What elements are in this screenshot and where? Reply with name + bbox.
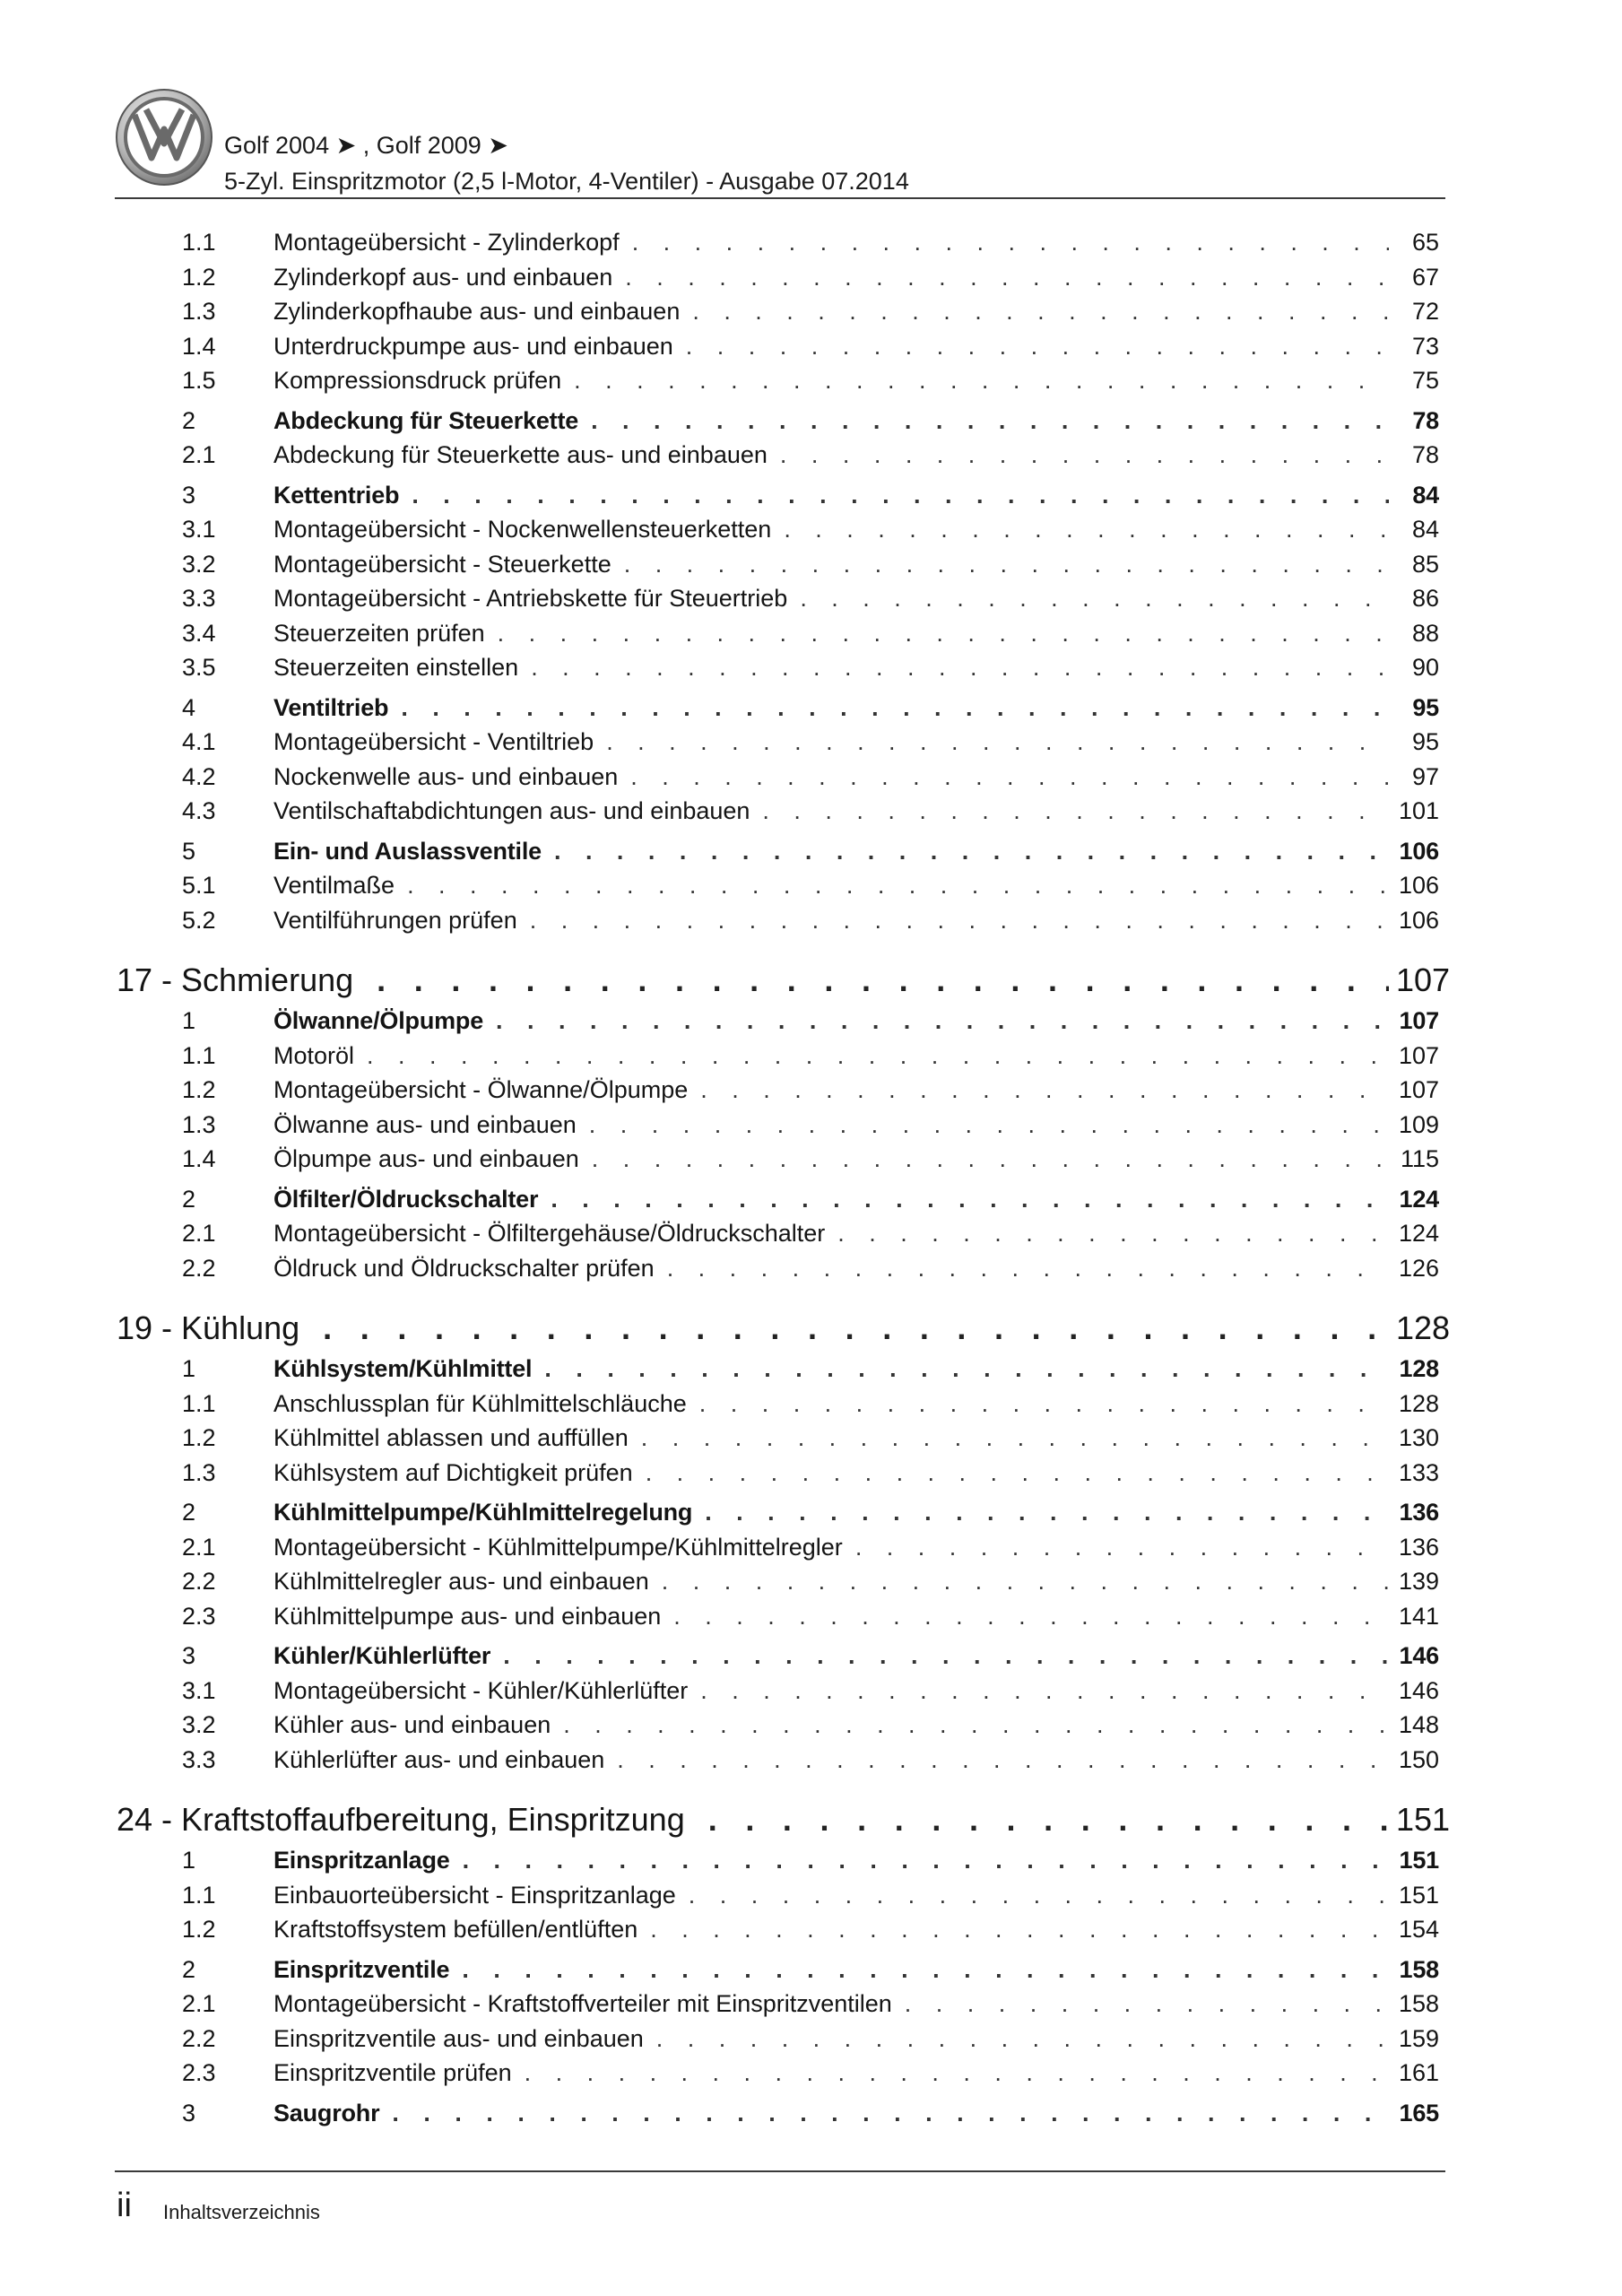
toc-entry-page: 151 [1396,1801,1451,1838]
toc-entry-title: Zylinderkopfhaube aus- und einbauen [273,298,681,325]
toc-entry-title: Kettentrieb [273,481,400,509]
toc-subsection-entry[interactable] [117,872,1439,907]
toc-subsection-entry[interactable] [117,728,1439,763]
toc-entry-number: 1.2 [182,263,216,291]
toc-entry-title: Anschlussplan für Kühlmittelschläuche [273,1389,687,1417]
toc-entry-number: 3.2 [182,1711,216,1738]
toc-entry-title: Einspritzventile aus- und einbauen [273,2024,644,2052]
toc-subsection-entry[interactable] [117,620,1439,655]
toc-entry-page: 95 [1411,728,1439,755]
toc-leader-dots [462,1956,1389,1984]
toc-leader-dots [407,872,1389,900]
toc-entry-title: 17 - Schmierung [117,961,354,998]
toc-entry-number: 4.2 [182,762,216,790]
toc-entry-page: 78 [1411,441,1439,468]
toc-leader-dots [412,482,1389,509]
toc-entry-page: 136 [1398,1533,1439,1561]
toc-entry-title: Saugrohr [273,2099,380,2126]
toc-entry-title: Kühler aus- und einbauen [273,1711,551,1738]
toc-entry-number: 4.1 [182,728,216,755]
toc-entry-title: Einbauorteübersicht - Einspritzanlage [273,1881,676,1909]
toc-entry-page: 148 [1398,1711,1439,1738]
toc-entry-number: 3 [182,1642,196,1669]
toc-subsection-entry[interactable] [117,1424,1439,1459]
toc-entry-number: 2.3 [182,2059,216,2086]
toc-entry-page: 146 [1399,1642,1439,1669]
toc-subsection-entry[interactable] [117,2025,1439,2060]
header-vehicle-line: Golf 2004 ➤ , Golf 2009 ➤ [224,132,508,159]
toc-leader-dots [662,1568,1389,1596]
toc-subsection-entry[interactable] [117,441,1439,476]
toc-leader-dots [377,961,1389,999]
toc-entry-title: Ventiltrieb [273,693,389,721]
toc-leader-dots [624,551,1389,578]
toc-subsection-entry[interactable] [117,1603,1439,1638]
toc-entry-page: 128 [1398,1389,1439,1417]
toc-section-entry[interactable] [117,1956,1439,1991]
toc-entry-number: 2.1 [182,1533,216,1561]
toc-leader-dots [780,441,1389,469]
toc-entry-page: 159 [1398,2024,1439,2052]
toc-entry-title: Montageübersicht - Kühlmittelpumpe/Kühlmittelregler [273,1533,843,1561]
toc-entry-title: Kühlerlüfter aus- und einbauen [273,1745,605,1773]
toc-leader-dots [574,367,1389,395]
toc-chapter-entry[interactable] [117,1301,1451,1355]
toc-entry-number: 4 [182,693,196,721]
toc-entry-title: Ein- und Auslassventile [273,837,542,865]
footer-page-number: ii [117,2187,132,2224]
toc-entry-title: Ventilführungen prüfen [273,906,517,934]
toc-entry-title: Montageübersicht - Ventiltrieb [273,728,594,755]
toc-entry-number: 1.3 [182,1458,216,1486]
toc-entry-number: 3.3 [182,585,216,612]
toc-leader-dots [800,585,1389,613]
toc-entry-title: Zylinderkopf aus- und einbauen [273,263,613,291]
toc-entry-page: 95 [1412,693,1439,721]
toc-entry-title: Kühlmittelregler aus- und einbauen [273,1568,649,1595]
toc-entry-number: 2.1 [182,1220,216,1247]
toc-entry-number: 1.3 [182,298,216,325]
toc-section-entry[interactable] [117,2100,1439,2135]
toc-entry-number: 2.2 [182,2024,216,2052]
toc-subsection-entry[interactable] [117,1990,1439,2025]
toc-entry-title: Montageübersicht - Ölfiltergehäuse/Öldruckschalter [273,1220,826,1247]
toc-entry-page: 124 [1399,1185,1439,1213]
toc-subsection-entry[interactable] [117,1677,1439,1712]
toc-entry-number: 5.1 [182,872,216,899]
toc-entry-title: Motoröl [273,1041,355,1069]
toc-entry-page: 106 [1398,906,1439,934]
toc-subsection-entry[interactable] [117,797,1439,832]
toc-leader-dots [630,763,1389,791]
toc-entry-title: Kühlmittel ablassen und auffüllen [273,1424,629,1451]
toc-entry-number: 1.1 [182,1389,216,1417]
toc-entry-number: 1 [182,1847,196,1874]
toc-section-entry[interactable] [117,1186,1439,1221]
toc-entry-title: Kraftstoffsystem befüllen/entlüften [273,1916,638,1943]
toc-entry-title: Montageübersicht - Nockenwellensteuerketten [273,516,772,543]
toc-entry-title: Unterdruckpumpe aus- und einbauen [273,332,673,360]
toc-entry-title: Abdeckung für Steuerkette aus- und einbauen [273,441,768,468]
toc-leader-dots [617,1746,1389,1774]
toc-leader-dots [700,1677,1389,1705]
toc-entry-page: 65 [1411,229,1439,256]
toc-entry-number: 2 [182,1185,196,1213]
toc-leader-dots [592,1145,1389,1173]
toc-entry-page: 72 [1411,298,1439,325]
toc-entry-number: 3.1 [182,516,216,543]
toc-entry-number: 2.2 [182,1254,216,1282]
toc-leader-dots [606,728,1389,756]
toc-subsection-entry[interactable] [117,585,1439,620]
toc-leader-dots [563,1711,1389,1739]
toc-entry-number: 2.3 [182,1602,216,1630]
toc-entry-page: 151 [1398,1881,1439,1909]
toc-entry-page: 136 [1399,1499,1439,1526]
toc-entry-page: 88 [1411,619,1439,647]
toc-entry-number: 3.3 [182,1745,216,1773]
toc-leader-dots [708,1801,1389,1839]
toc-leader-dots [544,1355,1389,1383]
toc-subsection-entry[interactable] [117,1746,1439,1781]
toc-entry-title: Öldruck und Öldruckschalter prüfen [273,1254,655,1282]
toc-subsection-entry[interactable] [117,1111,1439,1146]
toc-entry-title: Montageübersicht - Zylinderkopf [273,229,620,256]
toc-entry-page: 86 [1411,585,1439,612]
toc-entry-title: Montageübersicht - Steuerkette [273,550,612,578]
toc-leader-dots [632,229,1389,257]
toc-entry-page: 107 [1399,1007,1439,1034]
toc-entry-page: 107 [1396,961,1451,998]
toc-section-entry[interactable] [117,694,1439,729]
toc-entry-page: 146 [1398,1676,1439,1704]
toc-entry-title: Ölfilter/Öldruckschalter [273,1185,539,1213]
toc-entry-number: 3.5 [182,654,216,681]
toc-subsection-entry[interactable] [117,516,1439,551]
toc-subsection-entry[interactable] [117,551,1439,586]
toc-entry-page: 73 [1411,332,1439,360]
toc-entry-number: 1.1 [182,229,216,256]
toc-entry-number: 3.2 [182,550,216,578]
toc-subsection-entry[interactable] [117,1042,1439,1077]
toc-entry-number: 2 [182,406,196,434]
toc-entry-number: 1 [182,1007,196,1034]
toc-leader-dots [667,1255,1389,1283]
toc-entry-page: 109 [1398,1110,1439,1138]
toc-entry-page: 124 [1398,1220,1439,1247]
toc-entry-number: 4.3 [182,797,216,824]
toc-chapter-entry[interactable] [117,1793,1451,1847]
toc-section-entry[interactable] [117,482,1439,517]
toc-entry-page: 151 [1399,1847,1439,1874]
toc-leader-dots [551,1186,1389,1213]
toc-entry-page: 158 [1398,1990,1439,2017]
toc-chapter-entry[interactable] [117,953,1451,1007]
toc-entry-number: 1 [182,1355,196,1382]
toc-leader-dots [855,1534,1389,1561]
toc-entry-number: 1.2 [182,1076,216,1103]
toc-leader-dots [589,1111,1389,1139]
toc-entry-page: 161 [1398,2059,1439,2086]
toc-leader-dots [705,1499,1389,1526]
toc-subsection-entry[interactable] [117,763,1439,798]
toc-subsection-entry[interactable] [117,333,1439,368]
toc-leader-dots [530,907,1389,935]
toc-entry-page: 133 [1398,1458,1439,1486]
toc-section-entry[interactable] [117,407,1439,442]
toc-leader-dots [692,298,1389,326]
toc-entry-title: Montageübersicht - Kühler/Kühlerlüfter [273,1676,689,1704]
toc-entry-number: 1.2 [182,1424,216,1451]
toc-entry-page: 150 [1398,1745,1439,1773]
toc-entry-number: 5.2 [182,906,216,934]
toc-entry-number: 5 [182,837,196,865]
toc-subsection-entry[interactable] [117,1076,1439,1111]
toc-entry-title: Montageübersicht - Ölwanne/Ölpumpe [273,1076,689,1103]
toc-entry-page: 107 [1398,1076,1439,1103]
toc-subsection-entry[interactable] [117,264,1439,299]
toc-entry-page: 90 [1411,654,1439,681]
toc-leader-dots [650,1916,1389,1944]
toc-entry-page: 115 [1400,1145,1439,1172]
toc-entry-number: 1.2 [182,1916,216,1943]
toc-leader-dots [762,797,1389,825]
toc-subsection-entry[interactable] [117,367,1439,402]
toc-leader-dots [699,1390,1389,1418]
toc-section-entry[interactable] [117,1642,1439,1677]
toc-entry-title: Ventilschaftabdichtungen aus- und einbauen [273,797,750,824]
toc-entry-number: 1.4 [182,1145,216,1172]
toc-entry-number: 1.1 [182,1041,216,1069]
toc-entry-number: 1.1 [182,1881,216,1909]
toc-subsection-entry[interactable] [117,1916,1439,1951]
toc-section-entry[interactable] [117,1499,1439,1534]
toc-leader-dots [463,1847,1389,1874]
toc-entry-title: Kühlmittelpumpe/Kühlmittelregelung [273,1499,693,1526]
toc-entry-page: 84 [1411,516,1439,543]
toc-entry-page: 85 [1411,550,1439,578]
toc-entry-title: Einspritzanlage [273,1847,450,1874]
toc-leader-dots [686,333,1389,361]
toc-entry-page: 106 [1399,837,1439,865]
toc-entry-title: Montageübersicht - Kraftstoffverteiler mit Einspritzventilen [273,1990,892,2017]
toc-entry-page: 141 [1398,1602,1439,1630]
toc-entry-title: Steuerzeiten prüfen [273,619,485,647]
toc-subsection-entry[interactable] [117,1711,1439,1746]
toc-entry-page: 101 [1398,797,1439,824]
toc-entry-number: 2.2 [182,1568,216,1595]
toc-subsection-entry[interactable] [117,654,1439,689]
toc-subsection-entry[interactable] [117,229,1439,264]
toc-leader-dots [641,1424,1389,1452]
toc-leader-dots [367,1042,1389,1070]
toc-leader-dots [401,694,1389,722]
toc-entry-number: 3.1 [182,1676,216,1704]
toc-leader-dots [646,1459,1389,1487]
footer-label: Inhaltsverzeichnis [163,2201,320,2223]
toc-entry-title: Einspritzventile [273,1955,450,1983]
toc-leader-dots [554,838,1389,865]
toc-entry-number: 2.1 [182,441,216,468]
toc-subsection-entry[interactable] [117,2059,1439,2094]
toc-leader-dots [531,654,1389,682]
toc-entry-title: Steuerzeiten einstellen [273,654,519,681]
toc-subsection-entry[interactable] [117,1390,1439,1425]
vw-logo-icon [115,88,213,187]
toc-leader-dots [591,407,1389,435]
toc-entry-number: 1.5 [182,367,216,394]
toc-leader-dots [503,1642,1389,1670]
toc-section-entry[interactable] [117,1007,1439,1042]
toc-entry-page: 154 [1398,1916,1439,1943]
toc-entry-page: 128 [1396,1309,1451,1346]
toc-entry-page: 106 [1398,872,1439,899]
toc-entry-page: 75 [1411,367,1439,394]
toc-entry-number: 1.4 [182,332,216,360]
footer-divider [115,2170,1445,2172]
toc-entry-page: 165 [1399,2099,1439,2126]
toc-entry-page: 84 [1412,481,1439,509]
toc-entry-number: 2.1 [182,1990,216,2017]
toc-entry-page: 130 [1398,1424,1439,1451]
toc-entry-number: 3.4 [182,619,216,647]
toc-entry-number: 2 [182,1955,196,1983]
toc-entry-page: 78 [1412,406,1439,434]
toc-entry-page: 139 [1398,1568,1439,1595]
toc-entry-title: Nockenwelle aus- und einbauen [273,762,619,790]
toc-leader-dots [700,1076,1389,1104]
toc-entry-number: 2 [182,1499,196,1526]
toc-entry-page: 158 [1399,1955,1439,1983]
toc-leader-dots [689,1882,1389,1909]
toc-entry-title: Ventilmaße [273,872,395,899]
toc-entry-title: Abdeckung für Steuerkette [273,406,579,434]
header-divider [115,197,1445,199]
toc-leader-dots [837,1220,1389,1248]
toc-leader-dots [905,1990,1389,2018]
toc-leader-dots [656,2025,1389,2053]
toc-entry-title: Kühler/Kühlerlüfter [273,1642,491,1669]
toc-entry-title: Kühlmittelpumpe aus- und einbauen [273,1602,662,1630]
toc-entry-number: 3 [182,481,196,509]
toc-subsection-entry[interactable] [117,907,1439,942]
table-of-contents [117,229,1451,2134]
toc-subsection-entry[interactable] [117,1145,1439,1180]
toc-section-entry[interactable] [117,838,1439,873]
toc-leader-dots [625,264,1389,291]
toc-entry-number: 1.3 [182,1110,216,1138]
toc-subsection-entry[interactable] [117,1459,1439,1494]
toc-entry-title: 19 - Kühlung [117,1309,300,1346]
toc-leader-dots [496,1007,1389,1035]
toc-leader-dots [525,2059,1389,2087]
toc-entry-title: 24 - Kraftstoffaufbereitung, Einspritzung [117,1801,685,1838]
toc-entry-title: Kompressionsdruck prüfen [273,367,562,394]
toc-entry-title: Kühlsystem/Kühlmittel [273,1355,533,1382]
toc-entry-page: 128 [1399,1355,1439,1382]
toc-subsection-entry[interactable] [117,1882,1439,1917]
toc-entry-title: Ölwanne aus- und einbauen [273,1110,577,1138]
header-engine-line: 5-Zyl. Einspritzmotor (2,5 l-Motor, 4-Ventiler) - Ausgabe 07.2014 [224,168,909,195]
toc-subsection-entry[interactable] [117,1220,1439,1255]
toc-leader-dots [498,620,1389,648]
toc-entry-title: Montageübersicht - Antriebskette für Steuertrieb [273,585,788,612]
toc-entry-title: Einspritzventile prüfen [273,2059,512,2086]
toc-entry-page: 97 [1411,762,1439,790]
toc-leader-dots [673,1603,1389,1631]
toc-entry-title: Ölpumpe aus- und einbauen [273,1145,579,1172]
toc-subsection-entry[interactable] [117,1568,1439,1603]
toc-entry-page: 67 [1411,263,1439,291]
toc-section-entry[interactable] [117,1355,1439,1390]
toc-subsection-entry[interactable] [117,1255,1439,1290]
toc-entry-page: 126 [1398,1254,1439,1282]
toc-entry-title: Kühlsystem auf Dichtigkeit prüfen [273,1458,633,1486]
toc-entry-title: Ölwanne/Ölpumpe [273,1007,484,1034]
toc-entry-number: 3 [182,2099,196,2126]
toc-section-entry[interactable] [117,1847,1439,1882]
toc-leader-dots [392,2100,1389,2127]
toc-entry-page: 107 [1398,1041,1439,1069]
toc-subsection-entry[interactable] [117,1534,1439,1569]
toc-leader-dots [784,516,1389,544]
toc-subsection-entry[interactable] [117,298,1439,333]
toc-leader-dots [323,1309,1389,1347]
